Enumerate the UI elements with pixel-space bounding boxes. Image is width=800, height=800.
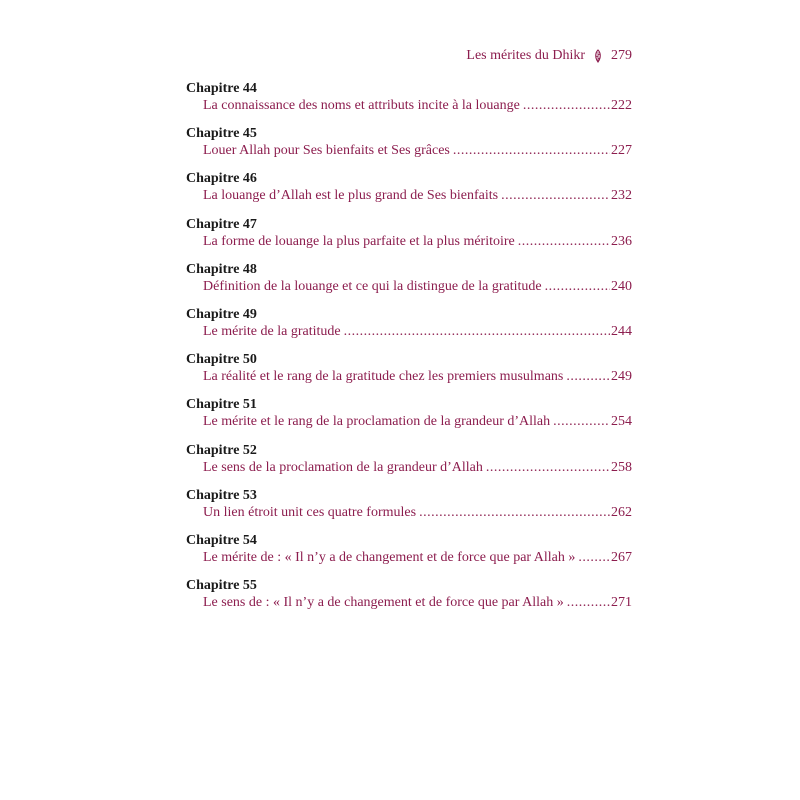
chapter-title: La forme de louange la plus parfaite et la plus méritoire	[203, 233, 515, 249]
dot-leader	[486, 459, 610, 477]
chapter-page-number: 244	[611, 323, 632, 339]
chapter-line	[186, 187, 632, 205]
toc-entry	[186, 170, 632, 215]
chapter-page-number: 232	[611, 188, 632, 204]
chapter-line	[186, 278, 632, 296]
toc-entry	[186, 261, 632, 306]
chapter-title: La connaissance des noms et attributs incite à la louange	[203, 98, 520, 113]
chapter-title: La réalité et le rang de la gratitude chez les premiers musulmans	[203, 369, 564, 385]
toc-entry	[186, 125, 632, 170]
dot-leader	[553, 413, 610, 431]
chapter-line	[186, 368, 632, 386]
dot-leader	[545, 278, 610, 296]
dot-leader	[566, 368, 610, 386]
chapter-page-number: 258	[611, 459, 632, 475]
table-of-contents	[186, 80, 632, 622]
toc-entry	[186, 487, 632, 532]
chapter-title: Le sens de : « Il n’y a de changement et de force que par Allah »	[203, 595, 564, 611]
dot-leader	[578, 549, 610, 567]
running-title: Les mérites du Dhikr	[466, 48, 585, 63]
chapter-label: Chapitre 50	[186, 352, 257, 368]
chapter-line	[186, 233, 632, 251]
page-number: 279	[611, 48, 632, 63]
chapter-page-number: 236	[611, 233, 632, 249]
chapter-label: Chapitre 49	[186, 306, 257, 322]
chapter-line	[186, 549, 632, 567]
chapter-label: Chapitre 55	[186, 578, 257, 594]
chapter-title: Le mérite et le rang de la proclamation de la grandeur d’Allah	[203, 414, 551, 430]
toc-entry	[186, 216, 632, 261]
chapter-line	[186, 142, 632, 160]
chapter-title: Le mérite de la gratitude	[203, 323, 341, 339]
dot-leader	[523, 97, 610, 115]
running-header	[466, 46, 632, 66]
toc-entry	[186, 396, 632, 441]
chapter-label: Chapitre 45	[186, 126, 257, 142]
chapter-line	[186, 413, 632, 431]
chapter-title: Définition de la louange et ce qui la distingue de la gratitude	[203, 278, 542, 294]
chapter-page-number: 227	[611, 143, 632, 159]
dot-leader	[518, 233, 610, 251]
chapter-title: Un lien étroit unit ces quatre formules	[203, 504, 417, 520]
chapter-label: Chapitre 44	[186, 81, 257, 96]
chapter-page-number: 222	[611, 98, 632, 113]
chapter-page-number: 254	[611, 414, 632, 430]
chapter-title: Le sens de la proclamation de la grandeur d’Allah	[203, 459, 483, 475]
toc-entry	[186, 532, 632, 577]
chapter-line	[186, 594, 632, 612]
chapter-label: Chapitre 48	[186, 261, 257, 277]
chapter-line	[186, 459, 632, 477]
chapter-page-number: 249	[611, 369, 632, 385]
chapter-label: Chapitre 52	[186, 442, 257, 458]
dot-leader	[419, 504, 610, 522]
dot-leader	[344, 323, 610, 341]
toc-entry	[186, 442, 632, 487]
chapter-label: Chapitre 47	[186, 216, 257, 232]
toc-entry	[186, 351, 632, 396]
toc-entry	[186, 80, 632, 125]
chapter-line	[186, 323, 632, 341]
leaf-ornament-icon	[593, 49, 603, 63]
chapter-line	[186, 504, 632, 522]
toc-entry	[186, 306, 632, 351]
chapter-title: Le mérite de : « Il n’y a de changement et de force que par Allah »	[203, 549, 576, 565]
chapter-page-number: 271	[611, 595, 632, 611]
dot-leader	[567, 594, 610, 612]
dot-leader	[453, 142, 610, 160]
chapter-label: Chapitre 51	[186, 397, 257, 413]
chapter-title: La louange d’Allah est le plus grand de Ses bienfaits	[203, 188, 499, 204]
chapter-label: Chapitre 53	[186, 487, 257, 503]
toc-entry	[186, 577, 632, 622]
chapter-page-number: 267	[611, 549, 632, 565]
chapter-line	[186, 97, 632, 115]
chapter-label: Chapitre 54	[186, 532, 257, 548]
dot-leader	[501, 187, 610, 205]
chapter-page-number: 262	[611, 504, 632, 520]
chapter-page-number: 240	[611, 278, 632, 294]
chapter-title: Louer Allah pour Ses bienfaits et Ses grâces	[203, 143, 450, 159]
chapter-label: Chapitre 46	[186, 171, 257, 187]
